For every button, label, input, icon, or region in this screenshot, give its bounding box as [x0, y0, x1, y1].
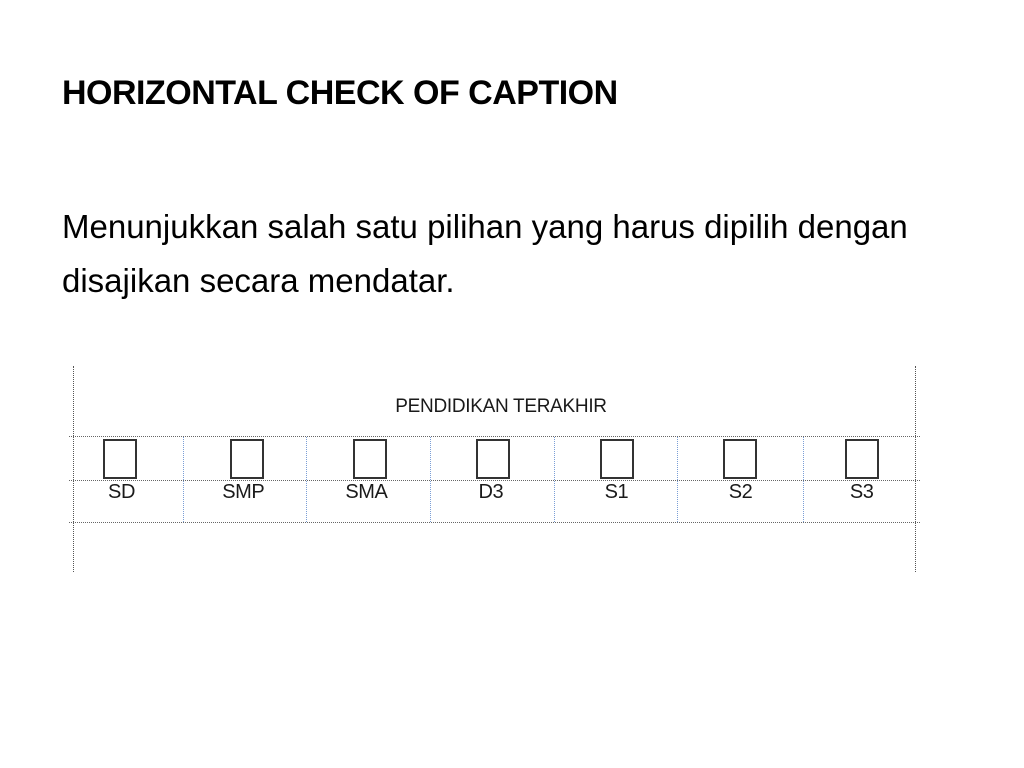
checkbox-s2[interactable]: [723, 439, 757, 479]
option-label-smp: SMP: [222, 481, 265, 503]
option-s3: [804, 437, 916, 522]
option-s2: [678, 437, 804, 522]
option-label-s3: S3: [849, 481, 874, 503]
option-smp: [184, 437, 307, 522]
slide-body-text: Menunjukkan salah satu pilihan yang harus dipilih dengan disajikan secara mendatar.: [62, 208, 908, 299]
option-label-sma: SMA: [345, 481, 388, 503]
checkbox-smp[interactable]: [230, 439, 264, 479]
option-label-s1: S1: [604, 481, 629, 503]
slide-title: HORIZONTAL CHECK OF CAPTION: [62, 74, 618, 112]
horizontal-check-form: [73, 366, 916, 572]
option-label-d3: D3: [478, 481, 504, 503]
checkbox-sd[interactable]: [103, 439, 137, 479]
option-d3: [431, 437, 554, 522]
form-divider-bottom: [69, 522, 920, 523]
checkbox-sma[interactable]: [353, 439, 387, 479]
form-caption: PENDIDIKAN TERAKHIR: [395, 396, 607, 417]
checkbox-s3[interactable]: [845, 439, 879, 479]
option-label-sd: SD: [108, 481, 135, 503]
option-sma: [307, 437, 431, 522]
option-s1: [555, 437, 678, 522]
checkbox-d3[interactable]: [476, 439, 510, 479]
checkbox-s1[interactable]: [600, 439, 634, 479]
option-label-s2: S2: [728, 481, 753, 503]
option-sd: [73, 437, 184, 522]
options-row: [73, 437, 916, 522]
